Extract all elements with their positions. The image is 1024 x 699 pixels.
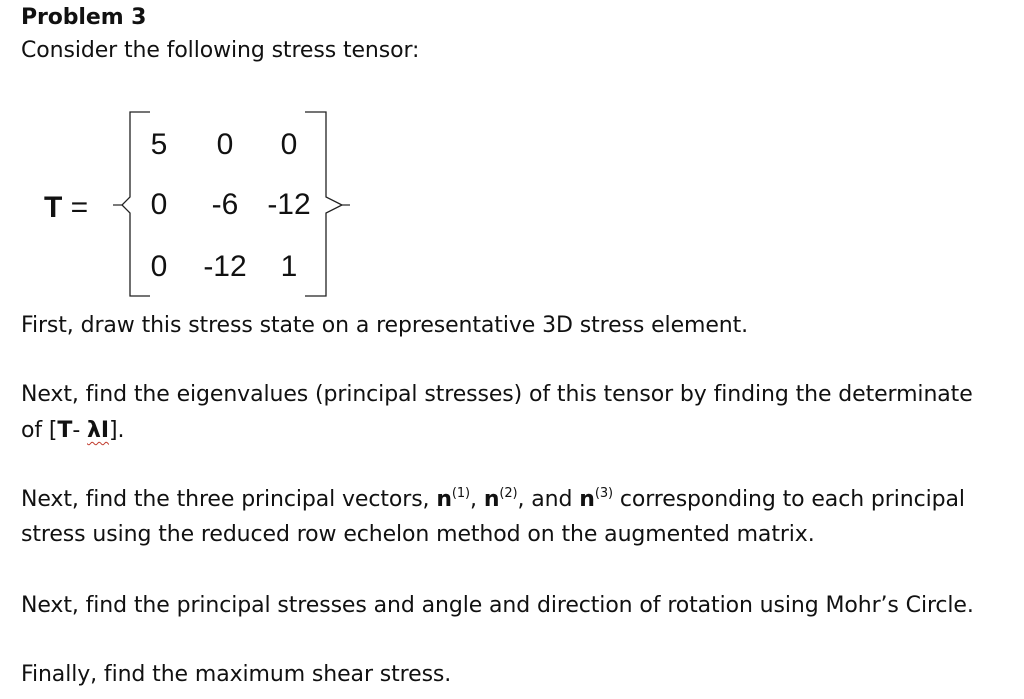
matrix-symbol: T	[44, 191, 63, 224]
text-fragment: ,	[470, 487, 484, 512]
instruction-principal-vectors-line1	[21, 485, 965, 515]
instruction-max-shear: Finally, find the maximum shear stress.	[21, 662, 452, 687]
instruction-draw-element: First, draw this stress state on a representative 3D stress element.	[21, 313, 749, 338]
problem-heading: Problem 3	[21, 5, 147, 30]
matrix-cell-0-1: 0	[216, 128, 234, 161]
vector-n2: n	[483, 487, 500, 512]
superscript-3: (3)	[594, 486, 613, 501]
instruction-eigenvalues-line1: Next, find the eigenvalues (principal stresses) of this tensor by finding the determinate	[21, 382, 973, 407]
text-fragment: of [	[21, 418, 58, 443]
vector-n1: n	[436, 487, 452, 512]
matrix-cell-1-0: 0	[150, 188, 168, 221]
identity-symbol: I	[100, 418, 109, 443]
text-fragment: Next, find the three principal vectors,	[21, 487, 437, 512]
lambda-identity	[87, 418, 109, 443]
vector-n3: n	[579, 487, 595, 512]
lambda-symbol: λ	[87, 418, 101, 443]
text-fragment: corresponding to each principal	[612, 487, 965, 512]
matrix-cell-2-2: 1	[280, 250, 298, 283]
tensor-symbol: T	[57, 418, 73, 443]
superscript-1: (1)	[451, 486, 471, 501]
instruction-eigenvalues-line2	[21, 416, 124, 446]
matrix-cell-0-2: 0	[280, 128, 298, 161]
matrix-cell-2-1: -12	[203, 250, 247, 283]
matrix-cell-0-0: 5	[150, 128, 168, 161]
instruction-principal-vectors-line2: stress using the reduced row echelon method on the augmented matrix.	[21, 522, 815, 547]
text-fragment: -	[72, 418, 88, 443]
matrix-cell-2-0: 0	[150, 250, 168, 283]
matrix-equals: =	[70, 191, 89, 224]
text-fragment: , and	[517, 487, 580, 512]
matrix-cell-1-2: -12	[267, 188, 311, 221]
text-fragment: ].	[108, 418, 125, 443]
superscript-2: (2)	[499, 486, 518, 501]
matrix-cell-1-1: -6	[211, 188, 239, 221]
instruction-mohrs-circle: Next, find the principal stresses and angle and direction of rotation using Mohr’s Circle.	[21, 593, 974, 618]
problem-intro: Consider the following stress tensor:	[21, 38, 420, 63]
